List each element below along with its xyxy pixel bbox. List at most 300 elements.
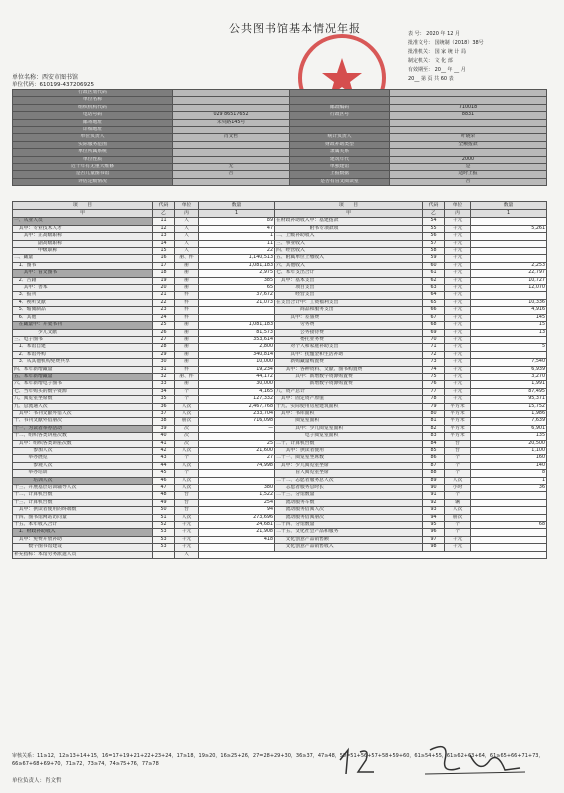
info-value: 否 bbox=[173, 171, 290, 178]
info-label: 是否儿童图书馆 bbox=[13, 171, 173, 178]
row-item-right: 其中：各种资料、文献、图书购置费 bbox=[275, 366, 423, 373]
row-unit-left: 册 bbox=[175, 277, 199, 284]
info-value: 适时上报 bbox=[390, 171, 547, 178]
row-item-left: 七、当年购买的数字资源 bbox=[13, 388, 153, 395]
row-value-left bbox=[199, 433, 275, 440]
table-row bbox=[13, 240, 547, 247]
row-code-left: 36 bbox=[153, 403, 175, 410]
table-row bbox=[13, 477, 547, 484]
info-value: 叶晓荣 bbox=[390, 134, 547, 141]
row-value-right bbox=[471, 536, 547, 543]
row-code-right: 96 bbox=[423, 529, 445, 536]
subheader-cell: 丙 bbox=[175, 210, 199, 218]
row-code-left: 29 bbox=[153, 351, 175, 358]
row-unit-left: 人次 bbox=[175, 514, 199, 521]
row-code-right: 67 bbox=[423, 314, 445, 321]
row-unit-left: 人 bbox=[175, 218, 199, 225]
info-value bbox=[390, 127, 547, 134]
info-label: 建筑年代 bbox=[290, 156, 390, 163]
supplement-code bbox=[153, 551, 175, 558]
row-item-right: 二十五、文化社会产品和服务 bbox=[275, 529, 423, 536]
row-code-right: 90 bbox=[423, 485, 445, 492]
info-label: 详细地址 bbox=[13, 127, 173, 134]
row-unit-left: 册 bbox=[175, 262, 199, 269]
row-unit-left: 人次 bbox=[175, 403, 199, 410]
info-label: 单位负责人 bbox=[13, 134, 173, 141]
row-code-left: 25 bbox=[153, 322, 175, 329]
row-unit-left: 册 bbox=[175, 351, 199, 358]
row-value-right: 13 bbox=[471, 329, 547, 336]
row-item-left: 其中：专业技术人才 bbox=[13, 225, 153, 232]
row-item-left: 二、藏量 bbox=[13, 255, 153, 262]
row-value-left: 11 bbox=[199, 240, 275, 247]
row-item-right: 其中：少儿阅览室面积 bbox=[275, 425, 423, 432]
row-unit-right: 千元 bbox=[445, 396, 471, 403]
row-item-right: 其中：差旅费 bbox=[275, 314, 423, 321]
table-row bbox=[13, 440, 547, 447]
row-code-right: 73 bbox=[423, 359, 445, 366]
header-unit-right: 单位 bbox=[445, 202, 471, 210]
row-code-right: 81 bbox=[423, 418, 445, 425]
row-unit-right: 千元 bbox=[445, 544, 471, 551]
row-code-right: 95 bbox=[423, 522, 445, 529]
row-value-left: 74,998 bbox=[199, 462, 275, 469]
row-item-left: 在藏量中：开架书刊 bbox=[13, 322, 153, 329]
row-code-right: 65 bbox=[423, 299, 445, 306]
row-code-left: 15 bbox=[153, 248, 175, 255]
row-code-left: 52 bbox=[153, 522, 175, 529]
row-unit-left: 千元 bbox=[175, 522, 199, 529]
header-code-right: 代码 bbox=[423, 202, 445, 210]
info-label bbox=[290, 90, 390, 97]
row-value-right: 1,100 bbox=[471, 448, 547, 455]
row-unit-left: 个 bbox=[175, 455, 199, 462]
row-code-left: 40 bbox=[153, 433, 175, 440]
row-item-left: 十五、本年收入合计 bbox=[13, 522, 153, 529]
row-item-left: 参观人次 bbox=[13, 462, 153, 469]
row-unit-right: 千元 bbox=[445, 322, 471, 329]
row-unit-left: 册 bbox=[175, 322, 199, 329]
info-row bbox=[13, 171, 547, 178]
row-unit-left: 件 bbox=[175, 307, 199, 314]
row-item-right: 电子阅览室面积 bbox=[275, 433, 423, 440]
info-row bbox=[13, 149, 547, 156]
row-unit-right: 台 bbox=[445, 440, 471, 447]
meta-approval-no: 批准文号： 国统制（2018）38号 bbox=[408, 40, 484, 46]
row-code-left: 50 bbox=[153, 507, 175, 514]
info-label: 统计负责人 bbox=[290, 134, 390, 141]
row-value-left: 1,081,183 bbox=[199, 262, 275, 269]
row-value-left: 44,172 bbox=[199, 373, 275, 380]
table-row bbox=[13, 270, 547, 277]
row-code-right: 60 bbox=[423, 262, 445, 269]
unit-name: 单位名称：西安市图书馆 bbox=[12, 74, 79, 81]
table-row bbox=[13, 373, 547, 380]
row-unit-right: 千元 bbox=[445, 381, 471, 388]
info-label bbox=[290, 127, 390, 134]
row-code-left: 49 bbox=[153, 499, 175, 506]
row-code-left: 30 bbox=[153, 359, 175, 366]
table-row bbox=[13, 314, 547, 321]
row-value-left bbox=[199, 477, 275, 484]
row-unit-left: 千元 bbox=[175, 544, 199, 551]
row-value-right: 5,261 bbox=[471, 225, 547, 232]
row-item-left: 1．财政补助收入 bbox=[13, 529, 153, 536]
row-item-right: 劳务费 bbox=[275, 322, 423, 329]
info-label: 隶属关系 bbox=[290, 149, 390, 156]
table-row bbox=[13, 396, 547, 403]
row-item-right: 八、资产总计 bbox=[275, 388, 423, 395]
row-unit-left: 册 bbox=[175, 336, 199, 343]
table-row bbox=[13, 336, 547, 343]
row-item-right: 项目支出 bbox=[275, 285, 423, 292]
info-label: 财政补助类型 bbox=[290, 141, 390, 148]
subheader-cell: 1 bbox=[199, 210, 275, 218]
row-unit-left: 台 bbox=[175, 492, 199, 499]
row-value-left: 37,672 bbox=[199, 292, 275, 299]
row-item-left: 举办培训 bbox=[13, 470, 153, 477]
row-unit-left: 件 bbox=[175, 314, 199, 321]
row-unit-right: 千元 bbox=[445, 255, 471, 262]
row-item-left: 4．视听文献 bbox=[13, 299, 153, 306]
row-code-left: 17 bbox=[153, 262, 175, 269]
row-value-right bbox=[471, 233, 547, 240]
table-row bbox=[13, 499, 547, 506]
row-item-left: 其中：组织各类讲座次数 bbox=[13, 440, 153, 447]
info-label: 评估定级情况 bbox=[13, 178, 173, 185]
row-code-right: 77 bbox=[423, 388, 445, 395]
row-item-right: 十九、实际使用房屋建筑面积 bbox=[275, 403, 423, 410]
info-value bbox=[173, 104, 290, 111]
info-value: 未央路145号 bbox=[173, 119, 290, 126]
row-item-right: 其中：少儿阅览室坐席 bbox=[275, 462, 423, 469]
row-code-left: 34 bbox=[153, 388, 175, 395]
row-value-right bbox=[471, 492, 547, 499]
row-value-right: 1,991 bbox=[471, 381, 547, 388]
info-label: 邮寄地址 bbox=[13, 119, 173, 126]
row-unit-left: 人 bbox=[175, 225, 199, 232]
info-value bbox=[390, 97, 547, 104]
row-value-right bbox=[471, 499, 547, 506]
row-unit-right: 千元 bbox=[445, 359, 471, 366]
row-item-right: 二十四、分馆数量 bbox=[275, 522, 423, 529]
row-unit-right: 平方米 bbox=[445, 403, 471, 410]
table-row bbox=[13, 359, 547, 366]
row-item-right: 经营支出 bbox=[275, 292, 423, 299]
row-unit-right: 千元 bbox=[445, 225, 471, 232]
row-item-left: 十、书刊文献外借册次 bbox=[13, 418, 153, 425]
meta-valid: 有效期至： 20__ 年 __ 月 bbox=[408, 67, 466, 73]
row-code-left: 28 bbox=[153, 344, 175, 351]
row-unit-right: 平方米 bbox=[445, 425, 471, 432]
handwritten-signature bbox=[330, 730, 530, 785]
header-item-left: 项 目 bbox=[13, 202, 153, 210]
table-row bbox=[13, 322, 547, 329]
row-unit-right: 个 bbox=[445, 522, 471, 529]
row-value-right: 15,752 bbox=[471, 403, 547, 410]
row-code-right: 58 bbox=[423, 248, 445, 255]
row-code-left: 26 bbox=[153, 329, 175, 336]
meta-maker: 制定机关： 文 化 部 bbox=[408, 58, 453, 64]
info-value: 710018 bbox=[390, 104, 547, 111]
info-value: 是 bbox=[390, 164, 547, 171]
row-unit-right: 个 bbox=[445, 529, 471, 536]
row-unit-right: 平方米 bbox=[445, 410, 471, 417]
row-value-left: 385 bbox=[199, 277, 275, 284]
row-value-left bbox=[199, 307, 275, 314]
table-row bbox=[13, 485, 547, 492]
row-item-left: 一、从业人员 bbox=[13, 218, 153, 225]
row-code-right: 94 bbox=[423, 514, 445, 521]
row-code-left: 12 bbox=[153, 225, 175, 232]
row-unit-right: 千元 bbox=[445, 314, 471, 321]
row-item-left: 2．古籍 bbox=[13, 277, 153, 284]
row-value-left: 2,800 bbox=[199, 344, 275, 351]
row-code-right: 55 bbox=[423, 225, 445, 232]
meta-page: 20__ 第 页 共 60 表 bbox=[408, 76, 454, 82]
row-item-left: 2．本馆外购 bbox=[13, 351, 153, 358]
table-row bbox=[13, 285, 547, 292]
row-value-left: 1,140,513 bbox=[199, 255, 275, 262]
table-row bbox=[13, 292, 547, 299]
info-value: 029 86517652 bbox=[173, 112, 290, 119]
info-label: 电话号码 bbox=[13, 112, 173, 119]
table-row bbox=[13, 410, 547, 417]
row-unit-right: 千元 bbox=[445, 366, 471, 373]
row-item-left: 六、本年新增电子图书 bbox=[13, 381, 153, 388]
info-label: 单位性质 bbox=[13, 156, 173, 163]
info-value bbox=[173, 141, 290, 148]
row-code-left: 33 bbox=[153, 381, 175, 388]
row-unit-left: 台 bbox=[175, 507, 199, 514]
row-value-left: 65 bbox=[199, 285, 275, 292]
row-unit-left: 次 bbox=[175, 440, 199, 447]
row-value-right: 145 bbox=[471, 314, 547, 321]
row-value-right: 8 bbox=[471, 470, 547, 477]
row-unit-right: 千元 bbox=[445, 270, 471, 277]
table-row bbox=[13, 448, 547, 455]
table-row bbox=[13, 344, 547, 351]
row-item-right: 新购藏量购置费 bbox=[275, 359, 423, 366]
row-unit-left: 人次 bbox=[175, 410, 199, 417]
row-item-left: 四、本年新增藏量 bbox=[13, 366, 153, 373]
row-value-right: 7,540 bbox=[471, 359, 547, 366]
info-label: 行政区划代码 bbox=[13, 90, 173, 97]
row-code-left: 46 bbox=[153, 477, 175, 484]
row-code-right: 75 bbox=[423, 373, 445, 380]
row-code-left: 23 bbox=[153, 307, 175, 314]
row-item-left: 少儿文献 bbox=[13, 329, 153, 336]
info-value bbox=[173, 149, 290, 156]
info-label bbox=[290, 97, 390, 104]
info-row bbox=[13, 164, 547, 171]
info-label: 单位名称 bbox=[13, 97, 173, 104]
row-item-right: 流动服务借阅人次 bbox=[275, 507, 423, 514]
row-unit-left: 件 bbox=[175, 299, 199, 306]
row-item-right: 其中：抚恤金和生活补助 bbox=[275, 351, 423, 358]
row-code-right: 82 bbox=[423, 425, 445, 432]
table-row bbox=[13, 425, 547, 432]
row-code-left: 11 bbox=[153, 218, 175, 225]
row-value-left bbox=[199, 314, 275, 321]
row-unit-left: 册 bbox=[175, 285, 199, 292]
row-value-left: 21,908 bbox=[199, 529, 275, 536]
row-unit-right: 千元 bbox=[445, 351, 471, 358]
row-item-right: 志愿者服务总时长 bbox=[275, 485, 423, 492]
info-value: 肖文哲 bbox=[173, 134, 290, 141]
row-code-left: 45 bbox=[153, 470, 175, 477]
table-row bbox=[13, 529, 547, 536]
row-code-right: 79 bbox=[423, 403, 445, 410]
row-unit-right: 千元 bbox=[445, 336, 471, 343]
row-value-right: 10,336 bbox=[471, 299, 547, 306]
row-value-right bbox=[471, 255, 547, 262]
row-unit-right: 千元 bbox=[445, 292, 471, 299]
table-row bbox=[13, 329, 547, 336]
table-row bbox=[13, 514, 547, 521]
row-value-left: 24,681 bbox=[199, 522, 275, 529]
row-unit-right: 千元 bbox=[445, 240, 471, 247]
row-item-left: 数字图书馆建设 bbox=[13, 544, 153, 551]
table-row bbox=[13, 470, 547, 477]
table-row bbox=[13, 544, 547, 551]
row-value-left: 21,073 bbox=[199, 299, 275, 306]
row-code-right: 76 bbox=[423, 381, 445, 388]
row-code-right: 57 bbox=[423, 240, 445, 247]
row-value-right: 10,727 bbox=[471, 277, 547, 284]
info-value bbox=[173, 178, 290, 185]
row-value-right: 6,901 bbox=[471, 425, 547, 432]
row-code-left: 18 bbox=[153, 270, 175, 277]
row-item-left: 举办展览 bbox=[13, 455, 153, 462]
table-row bbox=[13, 262, 547, 269]
row-item-left: 副高级职称 bbox=[13, 240, 153, 247]
row-item-left: 其中：正高级职称 bbox=[13, 233, 153, 240]
table-header-row bbox=[13, 202, 547, 210]
table-row bbox=[13, 388, 547, 395]
row-value-left bbox=[199, 470, 275, 477]
row-code-left: 22 bbox=[153, 299, 175, 306]
row-code-left: 43 bbox=[153, 455, 175, 462]
row-item-left: 五、本年新增藏量 bbox=[13, 373, 153, 380]
row-unit-right: 平方米 bbox=[445, 433, 471, 440]
info-value bbox=[173, 127, 290, 134]
row-code-left: 44 bbox=[153, 462, 175, 469]
row-unit-left: 人次 bbox=[175, 477, 199, 484]
row-unit-right: 千元 bbox=[445, 218, 471, 225]
row-unit-left: 人 bbox=[175, 233, 199, 240]
row-value-right: 68 bbox=[471, 522, 547, 529]
row-item-right: 对个人和家庭补助支出 bbox=[275, 344, 423, 351]
row-code-left: 53 bbox=[153, 529, 175, 536]
row-value-left bbox=[199, 544, 275, 551]
row-code-left: 27 bbox=[153, 336, 175, 343]
row-unit-left: 人 bbox=[175, 248, 199, 255]
info-value bbox=[390, 119, 547, 126]
table-row bbox=[13, 218, 547, 225]
row-unit-right: 千元 bbox=[445, 248, 471, 255]
row-value-right: 20,500 bbox=[471, 440, 547, 447]
row-unit-left: 件 bbox=[175, 292, 199, 299]
table-row bbox=[13, 366, 547, 373]
row-unit-right: 千元 bbox=[445, 536, 471, 543]
row-item-right: 其中：书库面积 bbox=[275, 410, 423, 417]
row-unit-left: 千元 bbox=[175, 536, 199, 543]
row-value-left: 716,098 bbox=[199, 418, 275, 425]
row-item-right: 其中：供读者使用 bbox=[275, 448, 423, 455]
row-code-left: 32 bbox=[153, 373, 175, 380]
row-value-left: 4,165 bbox=[199, 388, 275, 395]
row-code-right: 93 bbox=[423, 507, 445, 514]
row-item-right: 二十三、分馆数量 bbox=[275, 492, 423, 499]
row-code-right: 85 bbox=[423, 448, 445, 455]
row-unit-left: 人次 bbox=[175, 485, 199, 492]
row-code-right: 63 bbox=[423, 285, 445, 292]
row-unit-left: 册 bbox=[175, 359, 199, 366]
row-value-left: 340,814 bbox=[199, 351, 275, 358]
row-unit-right: 千元 bbox=[445, 307, 471, 314]
table-row bbox=[13, 299, 547, 306]
supplement-unit: 人 bbox=[175, 551, 199, 558]
row-item-left: 中级职称 bbox=[13, 248, 153, 255]
row-unit-left: 千元 bbox=[175, 529, 199, 536]
row-code-right: 59 bbox=[423, 255, 445, 262]
row-item-left: 三、电子图书 bbox=[13, 336, 153, 343]
row-item-left: 其中：盲文图书 bbox=[13, 270, 153, 277]
row-unit-left: 册、件 bbox=[175, 373, 199, 380]
subheader-cell: 乙 bbox=[423, 210, 445, 218]
table-row bbox=[13, 455, 547, 462]
row-item-right: 新增数字资源购置费 bbox=[275, 381, 423, 388]
report-title: 公共图书馆基本情况年报 bbox=[229, 22, 361, 35]
row-item-right: 二十一、阅览室坐席数 bbox=[275, 455, 423, 462]
row-item-right: 其中：基本支出 bbox=[275, 277, 423, 284]
row-code-left: 19 bbox=[153, 277, 175, 284]
row-item-left: 十二、组织各类讲座次数 bbox=[13, 433, 153, 440]
row-code-left: 41 bbox=[153, 440, 175, 447]
meta-table-no: 表 号： 2020 年 12 月 bbox=[408, 31, 461, 37]
info-value: 无 bbox=[173, 164, 290, 171]
row-code-right: 88 bbox=[423, 470, 445, 477]
table-row bbox=[13, 381, 547, 388]
info-value: 否 bbox=[390, 178, 547, 185]
row-code-right: 98 bbox=[423, 544, 445, 551]
info-label: 单独建馆 bbox=[290, 164, 390, 171]
row-code-right: 71 bbox=[423, 344, 445, 351]
row-value-left: 353,614 bbox=[199, 336, 275, 343]
row-code-left: 51 bbox=[153, 514, 175, 521]
table-row bbox=[13, 403, 547, 410]
info-label: 上报数据 bbox=[290, 171, 390, 178]
row-code-left: 38 bbox=[153, 418, 175, 425]
row-value-left: 2,467,768 bbox=[199, 403, 275, 410]
row-value-left: 1,081,183 bbox=[199, 322, 275, 329]
row-unit-right: 千元 bbox=[445, 262, 471, 269]
table-row bbox=[13, 277, 547, 284]
row-value-right: 15 bbox=[471, 322, 547, 329]
table-row bbox=[13, 433, 547, 440]
row-item-right: 商品和服务支出 bbox=[275, 307, 423, 314]
row-unit-left: 台 bbox=[175, 499, 199, 506]
row-item-left: 十四、图书馆网站访问量 bbox=[13, 514, 153, 521]
row-value-right: 135 bbox=[471, 433, 547, 440]
row-item-left: 其中：善本 bbox=[13, 285, 153, 292]
header-qty-left: 数量 bbox=[199, 202, 275, 210]
row-item-left: 其中：供读者使用的终端数 bbox=[13, 507, 153, 514]
row-item-left: 1．本馆自建 bbox=[13, 344, 153, 351]
row-unit-left: 人次 bbox=[175, 448, 199, 455]
info-row bbox=[13, 178, 547, 185]
